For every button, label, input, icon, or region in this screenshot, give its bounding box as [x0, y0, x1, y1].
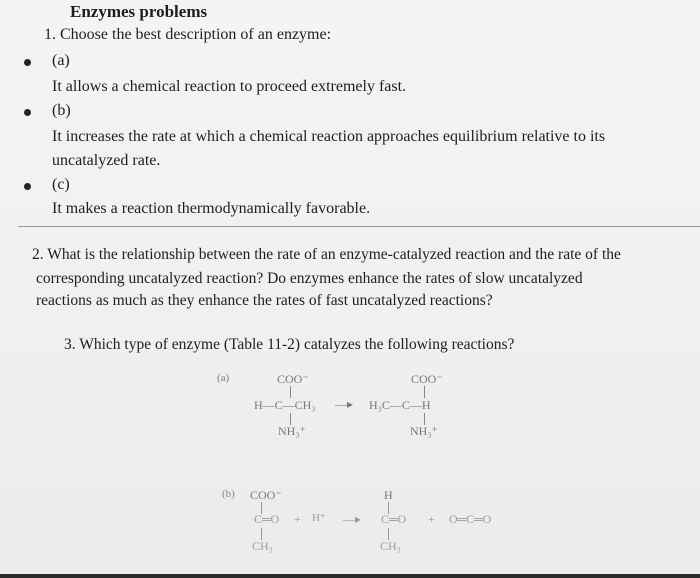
question-3-stem: 3. Which type of enzyme (Table 11-2) catalyzes the following reactions? [64, 336, 515, 353]
bullet-icon [24, 59, 31, 66]
bottom-edge [0, 574, 700, 578]
option-c-text: It makes a reaction thermodynamically favorable. [52, 200, 371, 217]
reaction-b-right-carbonyl: C═O [381, 512, 407, 526]
carbon-dioxide: O═C═O [449, 512, 492, 526]
plus-sign: + [294, 512, 301, 526]
reaction-a-label: (a) [217, 372, 230, 384]
option-b-label: (b) [52, 102, 71, 119]
reaction-b-right-methyl: CH₃ [380, 539, 401, 553]
bond-line [290, 386, 291, 398]
bond-line [424, 386, 425, 398]
reaction-a-right-carboxylate: COO⁻ [411, 372, 443, 386]
reaction-a-left-carboxylate: COO⁻ [277, 372, 309, 386]
page-title: Enzymes problems [70, 2, 208, 21]
reaction-b-label: (b) [222, 488, 235, 500]
option-b-text-line-2: uncatalyzed rate. [52, 152, 161, 169]
reaction-b-left-carbonyl: C═O [254, 512, 280, 526]
option-a-text: It allows a chemical reaction to proceed extremely fast. [52, 78, 407, 95]
reaction-a-right-core: H₃C—C—H [369, 398, 431, 412]
reaction-arrow-icon: —▸ [343, 512, 362, 526]
question-2-line-2: corresponding uncatalyzed reaction? Do enzymes enhance the rates of slow uncatalyzed [36, 270, 583, 287]
section-divider [18, 226, 700, 227]
option-b-text-line-1: It increases the rate at which a chemical reaction approaches equilibrium relative to its [52, 128, 606, 145]
bullet-icon [24, 109, 31, 116]
question-2-line-3: reactions as much as they enhance the rates of fast uncatalyzed reactions? [36, 292, 493, 309]
reaction-b-left-carboxylate: COO⁻ [250, 488, 282, 502]
option-c-label: (c) [52, 176, 70, 193]
reaction-a-right-amine: NH₃⁺ [410, 424, 438, 438]
option-a-label: (a) [52, 52, 70, 69]
reaction-a-left-core: H—C—CH₃ [254, 398, 316, 412]
bullet-icon [24, 183, 31, 190]
proton: H⁺ [312, 512, 326, 524]
reaction-a-left-amine: NH₃⁺ [278, 424, 306, 438]
reaction-b-right-hydrogen: H [384, 488, 393, 502]
plus-sign: + [428, 512, 435, 526]
reaction-arrow-icon: —▸ [335, 397, 354, 411]
question-1-stem: 1. Choose the best description of an enzyme: [44, 26, 332, 43]
reaction-b-left-methyl: CH₃ [252, 539, 273, 553]
question-2-line-1: 2. What is the relationship between the rate of an enzyme-catalyzed reaction and the rate of the [32, 246, 621, 263]
